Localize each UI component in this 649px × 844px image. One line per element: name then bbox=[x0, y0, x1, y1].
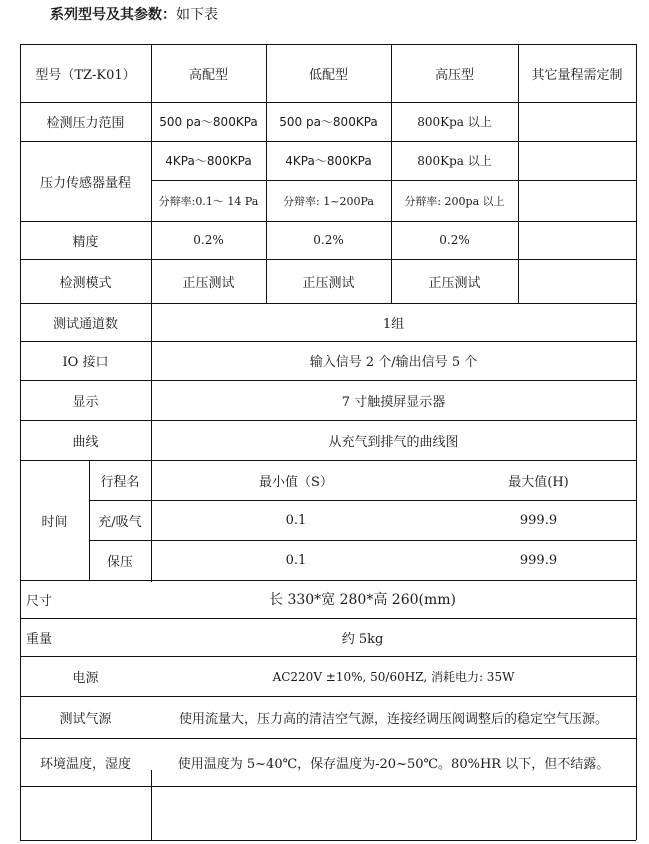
sensor-high: 4KPa～800KPa bbox=[165, 154, 252, 168]
inflate-min: 0.1 bbox=[285, 512, 307, 528]
channels-label: 测试通道数 bbox=[52, 316, 118, 332]
header-custom: 其它量程需定制 bbox=[531, 67, 623, 83]
inflate-name: 充/吸气 bbox=[98, 514, 142, 530]
display-label: 显示 bbox=[72, 394, 99, 410]
resolution-low: 分辩率: 1~200Pa bbox=[283, 194, 374, 208]
sensor-low: 4KPa～800KPa bbox=[285, 154, 372, 168]
hold-max: 999.9 bbox=[519, 552, 558, 568]
hold-min: 0.1 bbox=[285, 552, 307, 568]
mode-low: 正压测试 bbox=[302, 275, 355, 291]
accuracy-label: 精度 bbox=[72, 234, 99, 250]
time-col-name: 行程名 bbox=[100, 474, 140, 490]
weight-label: 重量 bbox=[26, 631, 53, 647]
hold-name: 保压 bbox=[106, 554, 133, 570]
resolution-hp: 分辩率: 200pa 以上 bbox=[404, 194, 505, 208]
header-low-config: 低配型 bbox=[308, 67, 348, 83]
header-model: 型号（TZ-K01） bbox=[35, 67, 136, 83]
mode-label: 检测模式 bbox=[59, 275, 112, 291]
channels-value: 1组 bbox=[382, 316, 405, 332]
header-high-config: 高配型 bbox=[188, 67, 228, 83]
env-label: 环境温度，湿度 bbox=[39, 756, 131, 772]
sensor-hp: 800Kpa 以上 bbox=[417, 154, 492, 168]
mode-high: 正压测试 bbox=[182, 275, 235, 291]
time-label: 时间 bbox=[41, 514, 68, 530]
inflate-max: 999.9 bbox=[519, 512, 558, 528]
accuracy-low: 0.2% bbox=[313, 233, 344, 247]
range-label: 检测压力范围 bbox=[46, 116, 125, 131]
display-value: 7 寸触摸屏显示器 bbox=[341, 394, 446, 410]
io-label: IO 接口 bbox=[62, 355, 109, 370]
range-low: 500 pa～800KPa bbox=[279, 115, 378, 129]
range-high: 500 pa～800KPa bbox=[159, 115, 258, 129]
io-value: 输入信号 2 个/输出信号 5 个 bbox=[309, 355, 478, 370]
weight-value: 约 5kg bbox=[341, 631, 384, 647]
env-value: 使用温度为 5~40℃，保存温度为-20~50℃。80%HR 以下，但不结露。 bbox=[177, 756, 610, 772]
curve-value: 从充气到排气的曲线图 bbox=[328, 434, 459, 450]
sensor-label: 压力传感器量程 bbox=[39, 175, 131, 191]
page-heading: 系列型号及其参数：如下表 bbox=[50, 7, 218, 23]
range-hp: 800Kpa 以上 bbox=[417, 115, 492, 129]
power-value: AC220V ±10%, 50/60HZ, 消耗电力: 35W bbox=[272, 669, 515, 684]
accuracy-high: 0.2% bbox=[193, 233, 224, 247]
accuracy-hp: 0.2% bbox=[439, 233, 470, 247]
air-value: 使用流量大，压力高的清洁空气源，连接经调压阀调整后的稳定空气压源。 bbox=[178, 711, 608, 727]
time-col-max: 最大值(H) bbox=[508, 474, 569, 490]
curve-label: 曲线 bbox=[72, 434, 99, 450]
resolution-high: 分辩率:0.1～ 14 Pa bbox=[158, 194, 259, 208]
size-value: 长 330*宽 280*高 260(mm) bbox=[269, 592, 456, 608]
header-high-pressure: 高压型 bbox=[434, 67, 474, 83]
air-label: 测试气源 bbox=[59, 711, 112, 727]
power-label: 电源 bbox=[72, 670, 99, 686]
time-col-min: 最小值（S） bbox=[259, 474, 333, 490]
mode-hp: 正压测试 bbox=[428, 275, 481, 291]
size-label: 尺寸 bbox=[26, 593, 53, 609]
